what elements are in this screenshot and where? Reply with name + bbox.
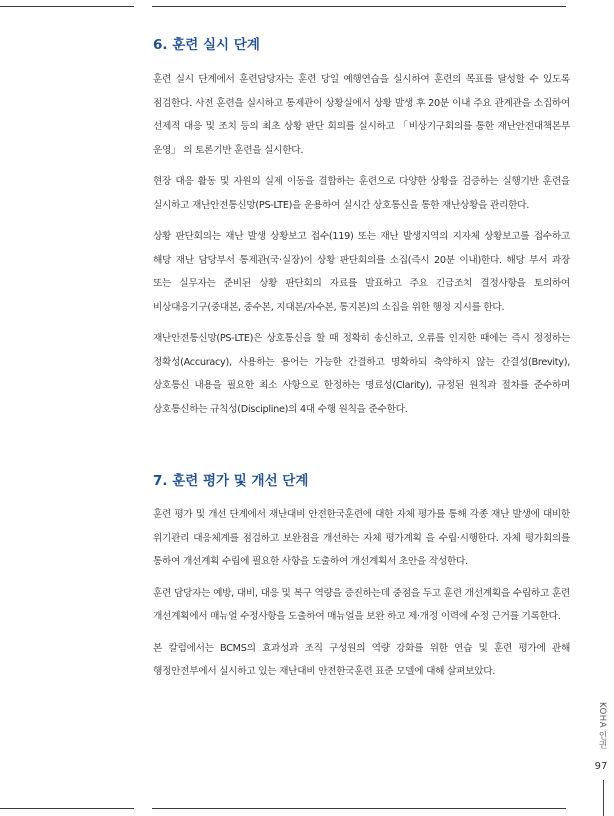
page-number-tick xyxy=(603,780,604,816)
top-main-rule xyxy=(152,6,566,7)
article-body xyxy=(153,34,570,692)
section-6-paragraph-4: 재난안전통신망(PS-LTE)은 상호통신을 할 때 정확히 송신하고, 오류를 인지한 때에는 즉시 정정하는 정확성(Accuracy), 사용하는 용어는 가능한 간결하고 명확하되 축약하지 않는 간결성(Brevity), 상호통신 내용을 필요한 최소 사항으로 한정하는 명료성(Clarity), 규정된 원칙과 절차를 준수하며 상호통신하는 규칙성(Discipline)의 4대 수행 원칙을 준수한다. xyxy=(153,333,570,415)
section-7-paragraph-3: 본 칼럼에서는 BCMS의 효과성과 조직 구성원의 역량 강화를 위한 연습 및 훈련 평가에 관해 행정안전부에서 실시하고 있는 재난대비 안전한국훈련 표준 모델에 대해 살펴보았다. xyxy=(153,642,570,677)
section-6-paragraph-2: 현장 대응 활동 및 자원의 실제 이동을 결합하는 훈련으로 다양한 상황을 검증하는 실행기반 훈련을 실시하고 재난안전통신망(PS-LTE)을 운용하여 실시간 상호통신을 통한 재난상황을 관리한다. xyxy=(153,176,570,211)
section-7-paragraph-2: 훈련 담당자는 예방, 대비, 대응 및 복구 역량을 증진하는데 중점을 두고 훈련 개선계획을 수립하고 훈련 개선계획에서 매뉴얼 수정사항을 도출하여 매뉴얼을 보완 하고 제·개정 이력에 수정 근거를 기록한다. xyxy=(153,587,570,622)
publication-side-label: KOHA 인권 xyxy=(597,702,607,750)
section-7-paragraph-1: 훈련 평가 및 개선 단계에서 재난대비 안전한국훈련에 대한 자체 평가를 통해 각종 재난 발생에 대비한 위기관리 대응체계를 점검하고 보완점을 개선하는 자체 평가계획 을 수립·시행한다. 자체 평가회의를 통하여 개선계획 수립에 필요한 사항을 도출하여 개선계획서 초안을 작성한다. xyxy=(153,509,570,567)
section-6-paragraph-3: 상황 판단회의는 재난 발생 상황보고 접수(119) 또는 재난 발생지역의 지자체 상황보고를 접수하고 해당 재난 담당부서 통제관(국·실장)이 상황 판단회의를 소집(즉시 20분 이내)한다. 해당 부서 과장 또는 실무자는 준비된 상황 판단회의 자료를 발표하고 주요 긴급조치 결정사항을 토의하여 비상대응기구(중대본, 중수본, 지대본/자수본, 통지본)의 소집을 위한 행정 지시를 한다. xyxy=(153,231,570,313)
section-6-paragraph-1: 훈련 실시 단계에서 훈련담당자는 훈련 당일 예행연습을 실시하여 훈련의 목표를 달성할 수 있도록 점검한다. 사전 훈련을 실시하고 통제관이 상황실에서 상황 발생 후 20분 이내 주요 관계관을 소집하여 선제적 대응 및 조치 등의 최초 상황 판단 회의를 실시하고 「비상기구회의를 통한 재난안전대책본부 운영」 의 토론기반 훈련을 실시한다. xyxy=(153,74,570,156)
bottom-left-rule xyxy=(0,808,134,809)
section-6-heading: 6. 훈련 실시 단계 xyxy=(153,37,260,53)
bottom-main-rule xyxy=(152,808,566,809)
top-left-rule xyxy=(0,6,134,7)
page-number: 97 xyxy=(594,761,608,772)
section-7-heading: 7. 훈련 평가 및 개선 단계 xyxy=(153,473,309,489)
